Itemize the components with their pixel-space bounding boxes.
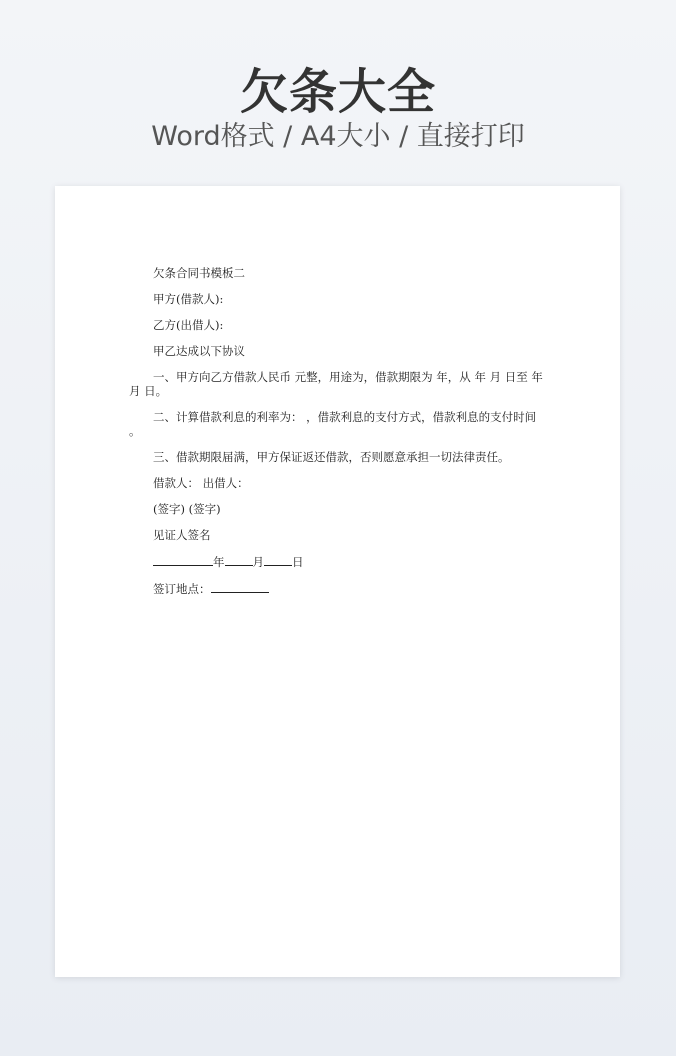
clause-1: 一、甲方向乙方借款人民币 元整，用途为，借款期限为 年，从 年 月 日至 年 月 日。 xyxy=(129,370,543,398)
party-a-line: 甲方(借款人): xyxy=(153,292,224,306)
date-day-label: 日 xyxy=(292,555,304,569)
place-label: 签订地点： xyxy=(153,582,211,596)
signatures-line: (签字) (签字) xyxy=(153,502,221,516)
document-heading: 欠条合同书模板二 xyxy=(153,266,245,280)
party-b-line: 乙方(出借人): xyxy=(153,318,224,332)
day-blank xyxy=(264,554,292,566)
year-blank xyxy=(153,554,213,566)
place-blank xyxy=(211,581,269,593)
document-body xyxy=(129,266,549,608)
place-line xyxy=(129,581,549,596)
page-title: 欠条大全 xyxy=(239,64,436,120)
clause-2: 二、计算借款利息的利率为： ，借款利息的支付方式，借款利息的支付时间 。 xyxy=(129,410,537,438)
month-blank xyxy=(225,554,253,566)
date-line xyxy=(129,554,549,569)
witness-line: 见证人签名 xyxy=(153,528,211,542)
date-year-label: 年 xyxy=(213,555,225,569)
clause-3: 三、借款期限届满，甲方保证返还借款，否则愿意承担一切法律责任。 xyxy=(153,450,510,464)
date-month-label: 月 xyxy=(252,555,264,569)
document-page xyxy=(55,186,620,977)
agreement-intro: 甲乙达成以下协议 xyxy=(153,344,245,358)
page-subtitle: Word格式 / A4大小 / 直接打印 xyxy=(151,121,525,152)
header-banner xyxy=(0,0,676,186)
signers-line: 借款人： 出借人： xyxy=(153,476,249,490)
